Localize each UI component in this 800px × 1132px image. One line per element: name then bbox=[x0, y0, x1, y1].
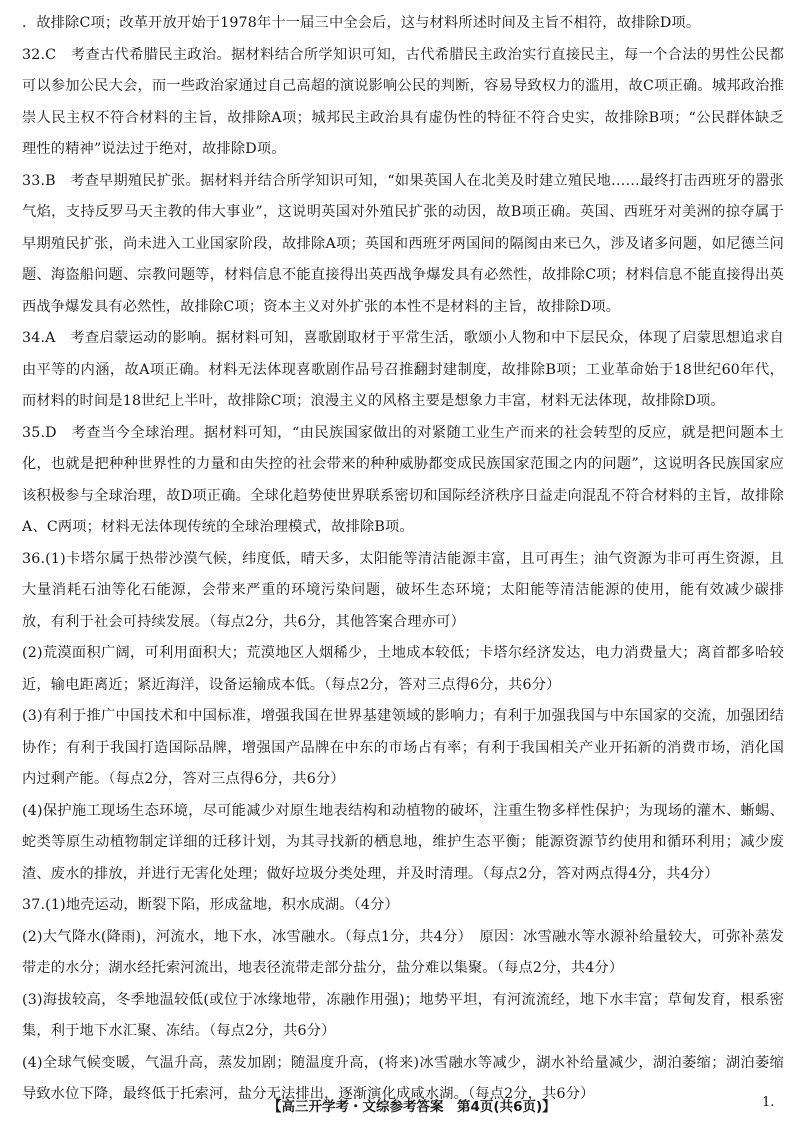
q31-tail: ．故排除C项；改革开放开始于1978年十一届三中全会后，这与材料所述时间及主旨不相符，故排除D项。 bbox=[22, 15, 701, 31]
answer-q36-3: (3)有利于推广中国技术和中国标准，增强我国在世界基建领域的影响力；有利于加强我国与中东国家的交流，加强团结协作；有利于我国打造国际品牌，增强国产品牌在中东的市场占有率；有利于我国相关产业开拓新的消费市场，消化国内过剩产能。（每点2分，答对三点得6分，共6分） bbox=[22, 708, 784, 787]
answer-q36-4: (4)保护施工现场生态环境，尽可能减少对原生地表结构和动植物的破坏，注重生物多样性保护；为现场的灌木、蜥蜴、蛇类等原生动植物制定详细的迁移计划，为其寻找新的栖息地，维护生态平衡；能源资源节约使用和循环利用；减少废渣、废水的排放，并进行无害化处理；做好垃圾分类处理，并及时清理。（每点2分，答对两点得4分，共4分） bbox=[22, 802, 784, 882]
answer-q36-2: (2)荒漠面积广阔，可利用面积大；荒漠地区人烟稀少，土地成本较低；卡塔尔经济发达，电力消费量大；离首都多哈较近，输电距离近；紧近海洋，设备运输成本低。（每点2分，答对三点得6分，共6分） bbox=[22, 645, 784, 693]
footer-title: 【高三开学考・文综参考答案 第4页(共6页)】 bbox=[268, 1099, 556, 1115]
answer-q37-3: (3)海拔较高，冬季地温较低(或位于冰缘地带，冻融作用强)；地势平坦，有河流流经，地下水丰富；草甸发育，根系密集，利于地下水汇聚、冻结。（每点2分，共6分） bbox=[22, 991, 784, 1039]
answer-q37-4: (4)全球气候变暖，气温升高，蒸发加剧；随温度升高，(将来)冰雪融水等减少，湖水补给量减少，湖泊萎缩；湖泊萎缩导致水位下降，最终低于托索河，盐分无法排出，逐渐演化成咸水湖。（每点2分，共6分） bbox=[22, 1054, 784, 1102]
answer-q37-2: (2)大气降水(降雨)，河流水，地下水，冰雪融水。（每点1分，共4分） 原因：冰雪融水等水源补给量较大，可弥补蒸发带走的水分；湖水经托索河流出，地表径流带走部分盐分，盐分难以集聚。（每点2分，共4分） bbox=[22, 928, 784, 976]
answer-q32: 32.C 考查古代希腊民主政治。据材料结合所学知识可知，古代希腊民主政治实行直接民主，每一个合法的男性公民都可以参加公民大会，而一些政治家通过自己高超的演说影响公民的判断，容易导致权力的滥用，故C项正确。城邦政治推崇人民主权不符合材料的主旨，故排除A项；城邦民主政治具有虚伪性的特征不符合史实，故排除B项；“公民群体缺乏理性的精神”说法过于绝对，故排除D项。 bbox=[22, 46, 784, 157]
answer-key-page bbox=[22, 8, 784, 1111]
answer-q35: 35.D 考查当今全球治理。据材料可知，“由民族国家做出的对紧随工业生产而来的社会转型的反应，就是把问题本土化，也就是把种种世界性的力量和由失控的社会带来的种种威胁都变成民族国家范围之内的问题”，这说明各民族国家应该积极参与全球治理，故D项正确。全球化趋势使世界联系密切和国际经济秩序日益走向混乱不符合材料的主旨，故排除A、C两项；材料无法体现传统的全球治理模式，故排除B项。 bbox=[22, 424, 784, 535]
answer-q33: 33.B 考查早期殖民扩张。据材料并结合所学知识可知，“如果英国人在北美及时建立殖民地……最终打击西班牙的嚣张气焰，支持反罗马天主教的伟大事业”，这说明英国对外殖民扩张的动因，故B项正确。英国、西班牙对美洲的掠夺属于早期殖民扩张，尚未进入工业国家阶段，故排除A项；英国和西班牙两国间的隔阂由来已久，涉及诸多问题，如尼德兰问题、海盗船问题、宗教问题等，材料信息不能直接得出英西战争爆发具有必然性，故排除C项；材料信息不能直接得出英西战争爆发具有必然性，故排除C项；资本主义对外扩张的本性不是材料的主旨，故排除D项。 bbox=[22, 172, 784, 315]
answer-q34: 34.A 考查启蒙运动的影响。据材料可知，喜歌剧取材于平常生活，歌颂小人物和中下层民众，体现了启蒙思想追求自由平等的内涵，故A项正确。材料无法体现喜歌剧作品号召推翻封建制度，故排除B项；工业革命始于18世纪60年代，而材料的时间是18世纪上半叶，故排除C项；浪漫主义的风格主要是想象力丰富，材料无法体现，故排除D项。 bbox=[22, 330, 784, 409]
page-footer bbox=[0, 1090, 800, 1120]
answer-q36-1: 36.(1)卡塔尔属于热带沙漠气候，纬度低，晴天多，太阳能等清洁能源丰富，且可再生；油气资源为非可再生资源，且大量消耗石油等化石能源，会带来严重的环境污染问题，破坏生态环境；太阳能等清洁能源的使用，能有效减少碳排放，有利于社会可持续发展。（每点2分，共6分，其他答案合理亦可） bbox=[22, 550, 784, 630]
answer-q37-1: 37.(1)地壳运动，断裂下陷，形成盆地，积水成湖。（4分） bbox=[22, 897, 399, 913]
footer-code: 1. bbox=[762, 1095, 775, 1110]
